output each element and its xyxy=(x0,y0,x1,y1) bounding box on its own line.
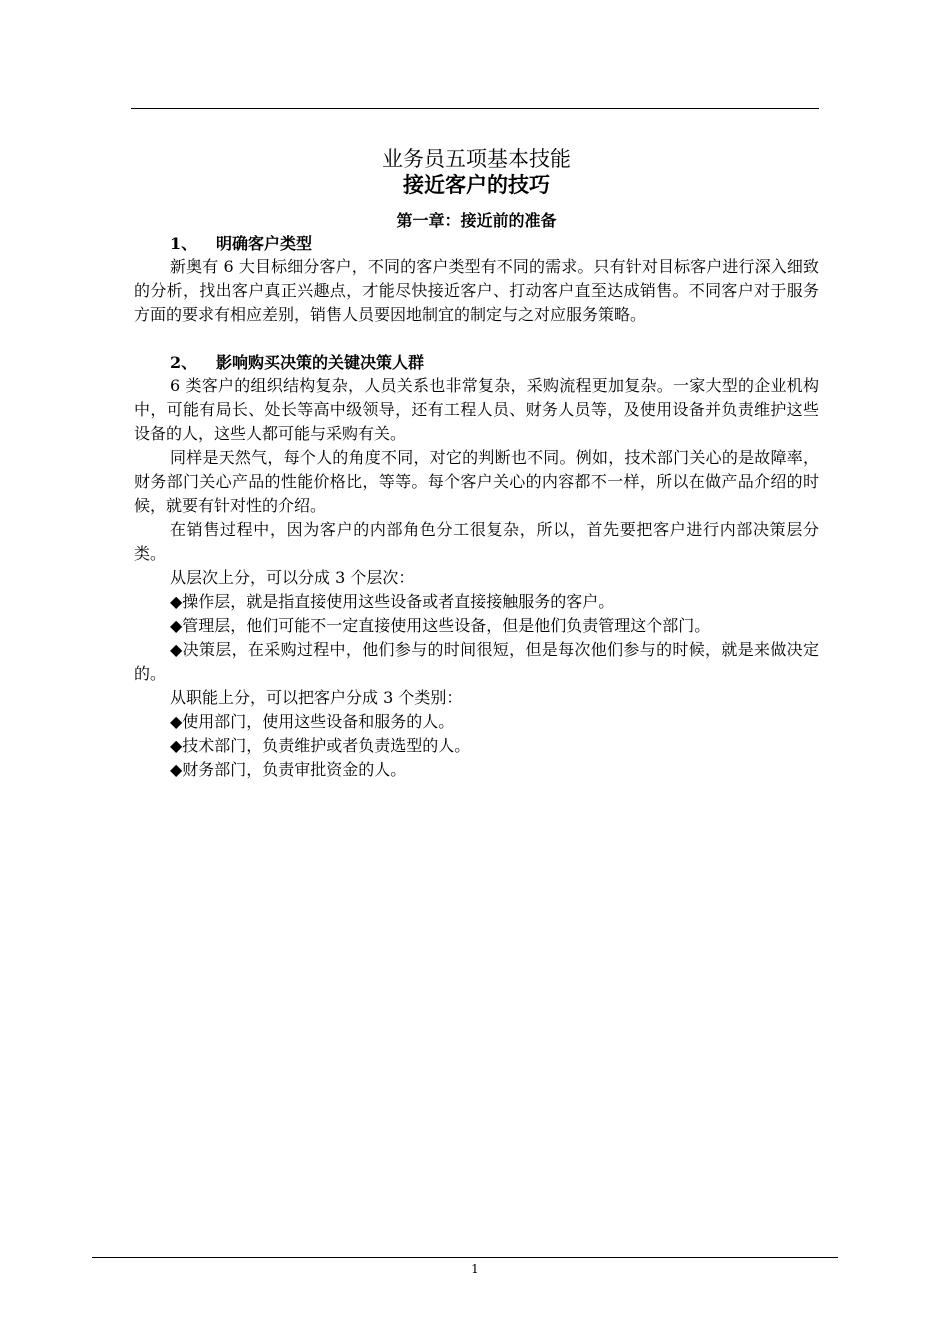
function-bullet-finance: ◆财务部门，负责审批资金的人。 xyxy=(170,760,407,779)
section-title: 影响购买决策的关键决策人群 xyxy=(216,353,425,372)
paragraph: 从层次上分，可以分成 3 个层次： xyxy=(170,568,415,587)
page-number: 1 xyxy=(471,1262,479,1276)
document-title: 业务员五项基本技能 xyxy=(382,147,571,171)
level-bullet-decision: ◆决策层，在采购过程中，他们参与的时间很短，但是每次他们参与的时候，就是来做决定的。 xyxy=(134,640,819,683)
section-number: 1、 xyxy=(170,234,198,253)
paragraph: 同样是天然气，每个人的角度不同，对它的判断也不同。例如，技术部门关心的是故障率，财务部门关心产品的性能价格比，等等。每个客户关心的内容都不一样，所以在做产品介绍的时候，就要有针对性的介绍。 xyxy=(134,448,819,515)
function-bullet-technical: ◆技术部门，负责维护或者负责选型的人。 xyxy=(170,736,471,755)
document-body xyxy=(134,146,819,782)
document-subtitle: 接近客户的技巧 xyxy=(403,172,550,197)
section-heading-2 xyxy=(134,351,819,374)
section-number: 2、 xyxy=(170,353,198,372)
function-bullet-usage: ◆使用部门，使用这些设备和服务的人。 xyxy=(170,712,455,731)
level-bullet-operation: ◆操作层，就是指直接使用这些设备或者直接接触服务的客户。 xyxy=(170,592,615,611)
section-heading-1 xyxy=(134,232,819,255)
paragraph: 在销售过程中，因为客户的内部角色分工很复杂，所以，首先要把客户进行内部决策层分类。 xyxy=(134,520,819,563)
header-rule xyxy=(131,108,819,109)
paragraph: 新奥有 6 大目标细分客户，不同的客户类型有不同的需求。只有针对目标客户进行深入细致的分析，找出客户真正兴趣点，才能尽快接近客户、打动客户直至达成销售。不同客户对于服务方面的要求有相应差别，销售人员要因地制宜的制定与之对应服务策略。 xyxy=(134,257,819,324)
footer-rule xyxy=(92,1257,838,1258)
function-intro: 从职能上分，可以把客户分成 3 个类别： xyxy=(170,688,463,707)
spacer xyxy=(134,327,819,351)
chapter-title: 第一章：接近前的准备 xyxy=(396,211,557,230)
section-title: 明确客户类型 xyxy=(216,234,313,253)
level-bullet-management: ◆管理层，他们可能不一定直接使用这些设备，但是他们负责管理这个部门。 xyxy=(170,616,711,635)
paragraph: 6 类客户的组织结构复杂，人员关系也非常复杂，采购流程更加复杂。一家大型的企业机构中，可能有局长、处长等高中级领导，还有工程人员、财务人员等，及使用设备并负责维护这些设备的人，这些人都可能与采购有关。 xyxy=(134,376,819,443)
